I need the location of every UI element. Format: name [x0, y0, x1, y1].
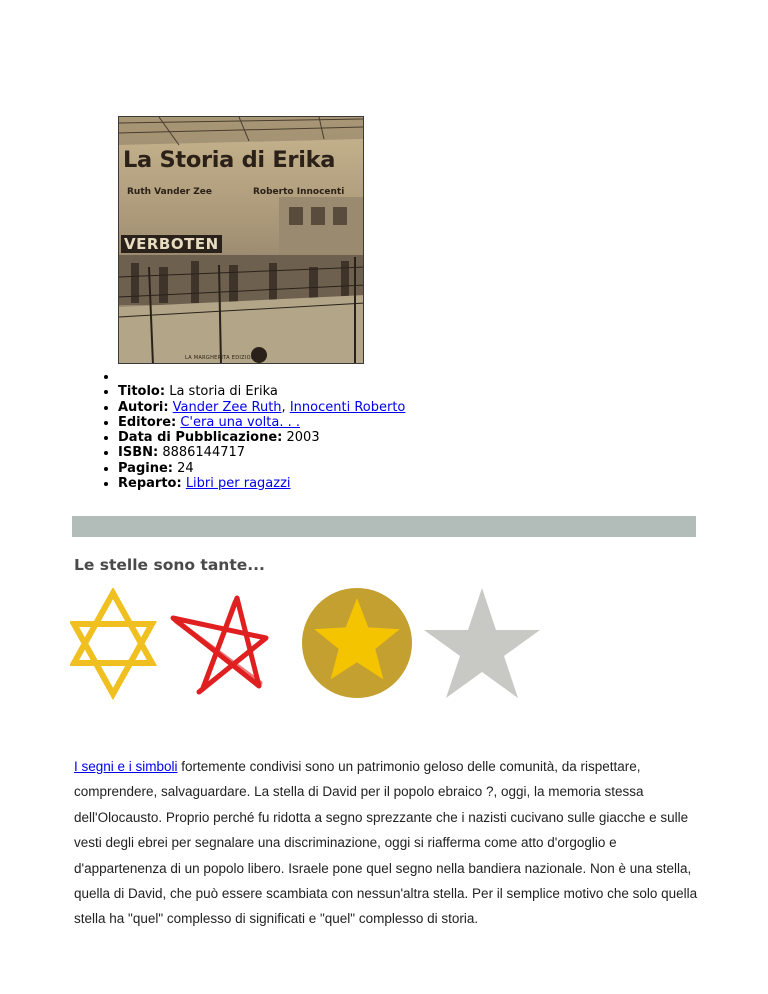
category-link[interactable]: Libri per ragazzi	[185, 476, 291, 492]
body-paragraph	[74, 754, 704, 932]
star-in-circle-icon	[302, 588, 412, 698]
list-item-autori: • Autori: Vander Zee Ruth, Innocenti Roberto	[118, 400, 405, 415]
cover-title: La Storia di Erika	[123, 147, 336, 173]
cover-author-1: Ruth Vander Zee	[127, 187, 212, 197]
publisher-link[interactable]: C'era una volta. . .	[180, 414, 301, 430]
book-info-list	[80, 369, 405, 491]
cover-author-2: Roberto Innocenti	[253, 187, 345, 197]
divider-band	[72, 516, 696, 537]
list-item-data: • Data di Pubblicazione: 2003	[118, 430, 405, 445]
cover-publisher: LA MARGHERITA EDIZIONI	[185, 355, 257, 361]
book-cover-image	[118, 116, 364, 364]
cover-sign: VERBOTEN	[121, 235, 222, 253]
list-item-titolo: • Titolo: La storia di Erika	[118, 384, 405, 399]
stars-image	[70, 588, 550, 704]
pentagram-icon	[173, 598, 266, 692]
grey-star-icon	[424, 588, 540, 698]
author-link-1[interactable]: Vander Zee Ruth	[172, 399, 282, 415]
section-heading: Le stelle sono tante...	[74, 556, 265, 574]
body-text: fortemente condivisi sono un patrimonio geloso delle comunità, da rispettare, comprendere, salvaguardare. La stella di David per il popolo ebraico ?, oggi, la memoria stessa dell'Olocausto. Proprio perché fu ridotta a segno sprezzante che i nazisti cucivano sulle giacche e sulle vesti degli ebrei per segnalare una discriminazione, oggi si riafferma come atto d'orgoglio e d'appartenenza di un popolo libero. Israele pone quel segno nella bandiera nazionale. Non è una stella, quella di David, che può essere scambiata con nessun'altra stella. Per il semplice motivo che solo quella stella ha "quel" complesso di significati e "quel" complesso di storia.	[74, 759, 698, 927]
list-item-editore: • Editore: C'era una volta. . .	[118, 415, 405, 430]
star-of-david-icon	[74, 593, 152, 694]
list-item-isbn: • ISBN: 8886144717	[118, 445, 405, 460]
list-item-pagine: • Pagine: 24	[118, 461, 405, 476]
list-item-empty	[118, 369, 405, 384]
signs-symbols-link[interactable]: I segni e i simboli	[74, 759, 178, 774]
author-link-2[interactable]: Innocenti Roberto	[289, 399, 406, 415]
list-item-reparto: • Reparto: Libri per ragazzi	[118, 476, 405, 491]
